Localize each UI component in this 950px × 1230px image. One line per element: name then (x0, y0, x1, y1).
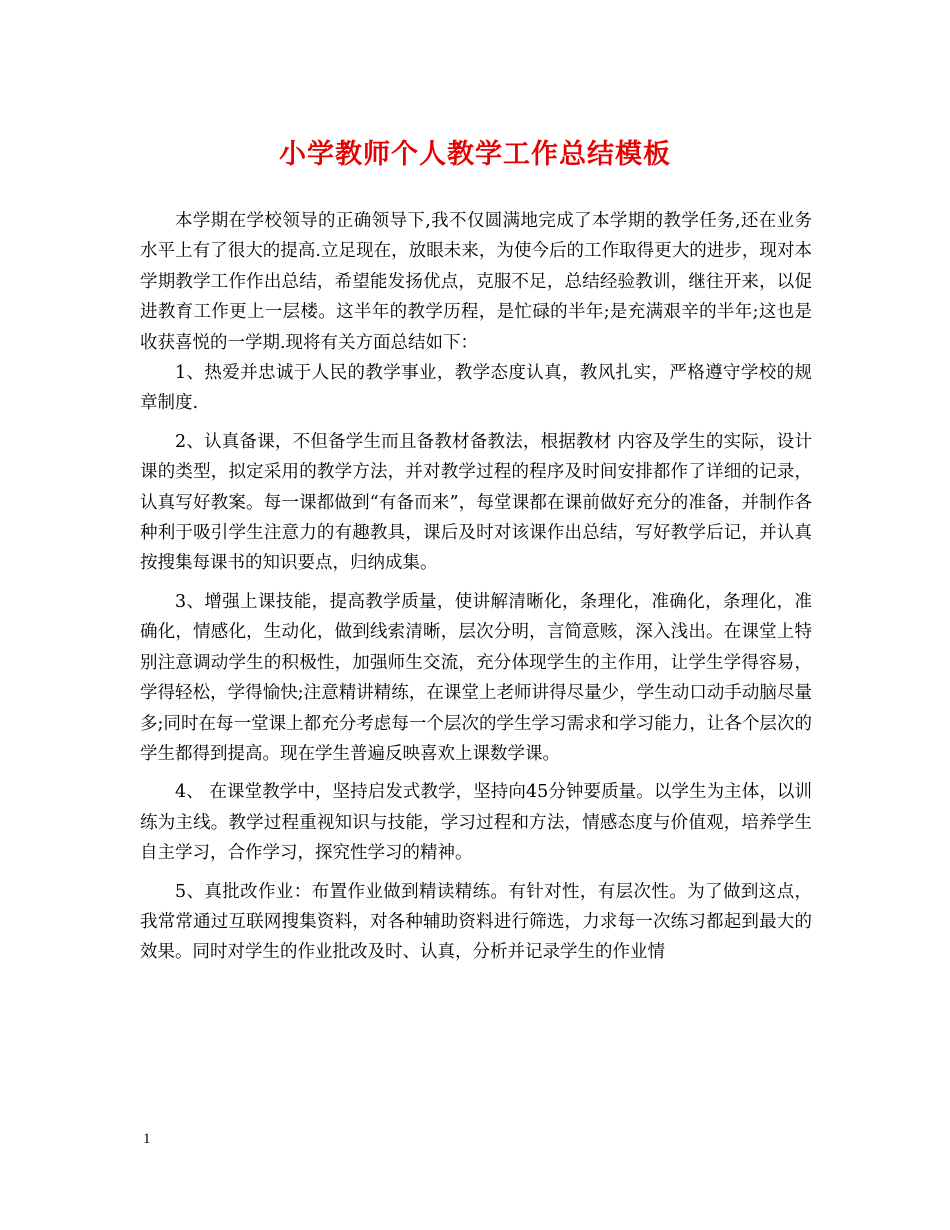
paragraph-item-2: 2、认真备课，不但备学生而且备教材备教法，根据教材 内容及学生的实际，设计课的类型，拟定采用的教学方法，并对教学过程的程序及时间安排都作了详细的记录，认真写好教案。每一课都做到“有备而来”，每堂课都在课前做好充分的准备，并制作各种利于吸引学生注意力的有趣教具，课后及时对该课作出总结，写好教学后记，并认真按搜集每课书的知识要点，归纳成集。 (140, 431, 812, 574)
paragraph-item-4: 4、 在课堂教学中，坚持启发式教学，坚持向45分钟要质量。以学生为主体，以训练为主线。教学过程重视知识与技能，学习过程和方法，情感态度与价值观，培养学生自主学习，合作学习，探究性学习的精神。 (140, 782, 812, 864)
paragraph-item-1: 1、热爱并忠诚于人民的教学事业，教学态度认真，教风扎实，严格遵守学校的规章制度. (140, 363, 812, 414)
document-body (140, 206, 812, 968)
page-number: 1 (143, 1131, 151, 1147)
paragraph-item-3: 3、增强上课技能，提高教学质量，使讲解清晰化，条理化，准确化，条理化，准确化，情感化，生动化，做到线索清晰，层次分明，言简意赅，深入浅出。在课堂上特别注意调动学生的积极性，加强师生交流，充分体现学生的主作用，让学生学得容易，学得轻松，学得愉快;注意精讲精练，在课堂上老师讲得尽量少，学生动口动手动脑尽量多;同时在每一堂课上都充分考虑每一个层次的学生学习需求和学习能力，让各个层次的学生都得到提高。现在学生普遍反映喜欢上课数学课。 (140, 591, 812, 764)
paragraph-intro: 本学期在学校领导的正确领导下,我不仅圆满地完成了本学期的教学任务,还在业务水平上有了很大的提高.立足现在，放眼未来，为使今后的工作取得更大的进步，现对本学期教学工作作出总结，希望能发扬优点，克服不足，总结经验教训，继往开来，以促进教育工作更上一层楼。这半年的教学历程，是忙碌的半年;是充满艰辛的半年;这也是收获喜悦的一学期.现将有关方面总结如下： (140, 211, 812, 353)
paragraph-item-5: 5、真批改作业：布置作业做到精读精练。有针对性，有层次性。为了做到这点，我常常通过互联网搜集资料，对各种辅助资料进行筛选，力求每一次练习都起到最大的效果。同时对学生的作业批改及时、认真，分析并记录学生的作业情 (140, 881, 812, 963)
document-title: 小学教师个人教学工作总结模板 (279, 139, 671, 170)
